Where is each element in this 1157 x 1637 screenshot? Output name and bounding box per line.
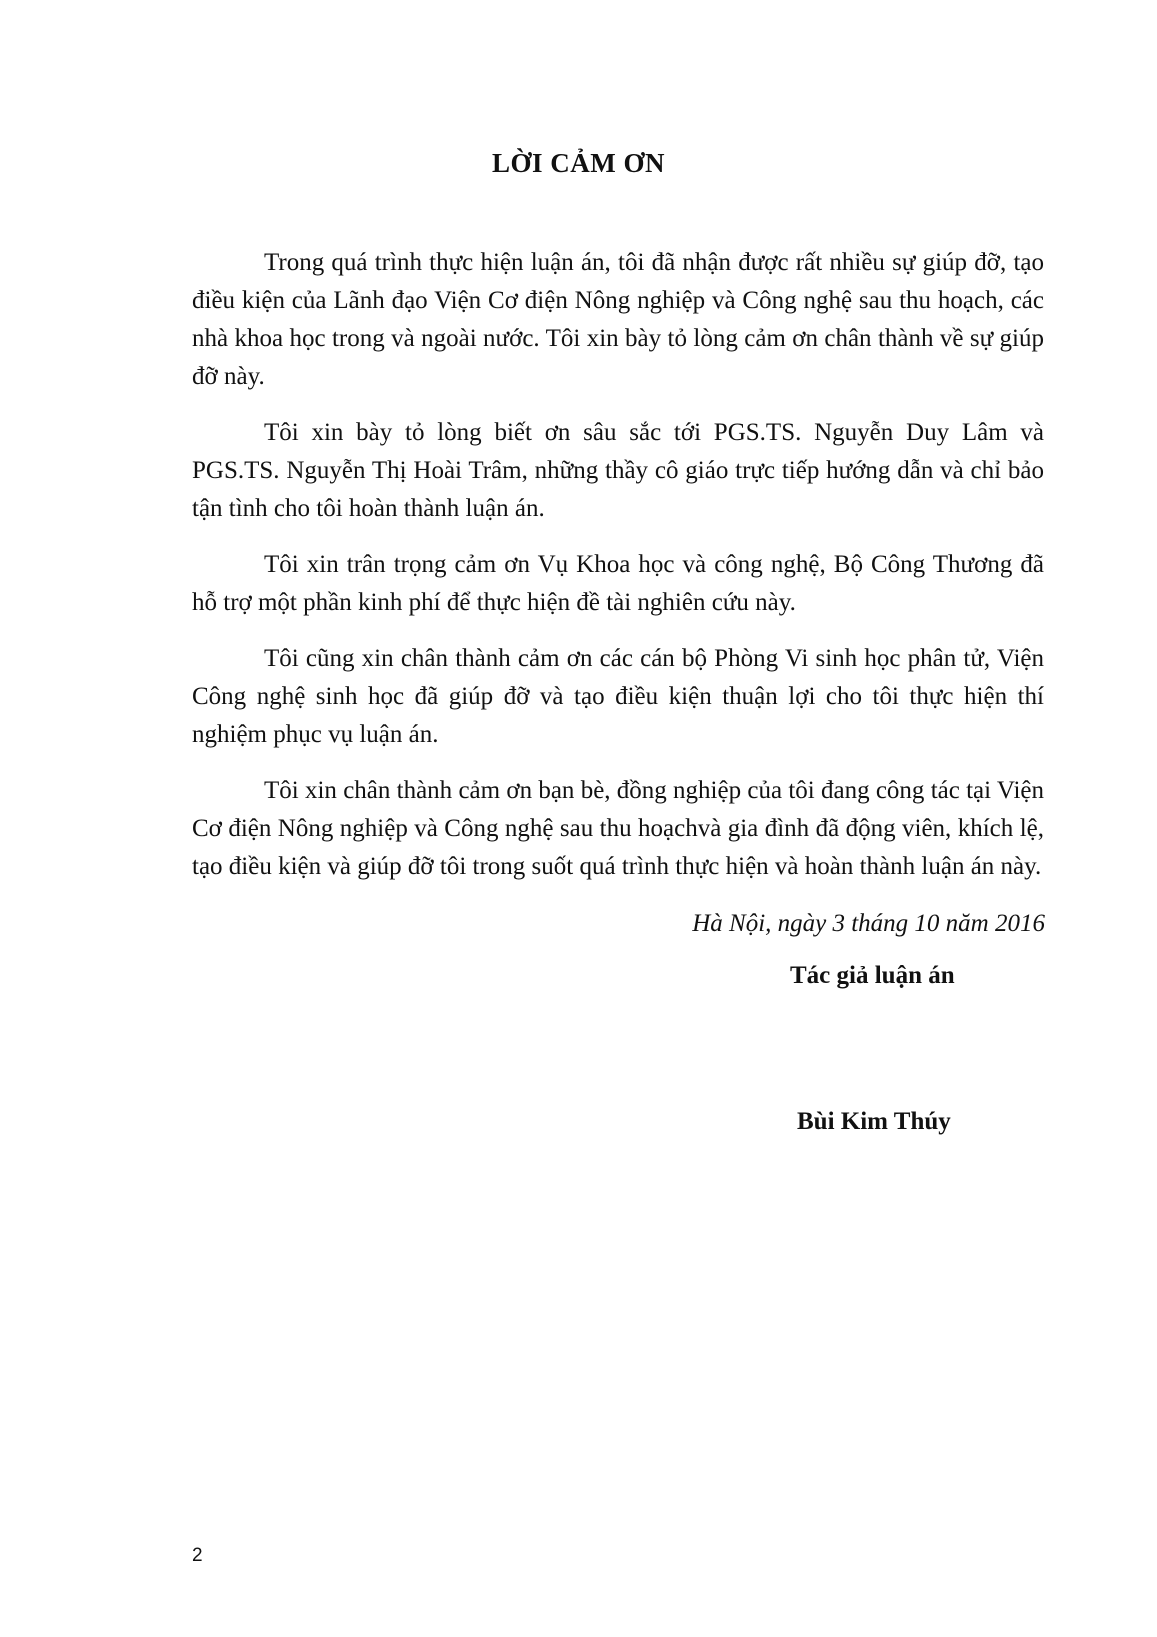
paragraph-2: Tôi xin bày tỏ lòng biết ơn sâu sắc tới PGS.TS. Nguyễn Duy Lâm và PGS.TS. Nguyễn Thị Hoài Trâm, những thầy cô giáo trực tiếp hướng dẫn và chỉ bảo tận tình cho tôi hoàn thành luận án. (192, 419, 1044, 522)
paragraph-4: Tôi cũng xin chân thành cảm ơn các cán bộ Phòng Vi sinh học phân tử, Viện Công nghệ sinh học đã giúp đỡ và tạo điều kiện thuận lợi cho tôi thực hiện thí nghiệm phục vụ luận án. (192, 645, 1044, 748)
page-number: 2 (192, 1545, 203, 1566)
date-line: Hà Nội, ngày 3 tháng 10 năm 2016 (692, 910, 1045, 937)
page-title: LỜI CẢM ƠN (492, 148, 665, 178)
author-title: Tác giả luận án (790, 962, 955, 989)
author-name: Bùi Kim Thúy (797, 1108, 951, 1135)
paragraph-1: Trong quá trình thực hiện luận án, tôi đã nhận được rất nhiều sự giúp đỡ, tạo điều kiện của Lãnh đạo Viện Cơ điện Nông nghiệp và Công nghệ sau thu hoạch, các nhà khoa học trong và ngoài nước. Tôi xin bày tỏ lòng cảm ơn chân thành về sự giúp đỡ này. (192, 249, 1044, 390)
acknowledgement-body (192, 244, 1044, 904)
paragraph-3: Tôi xin trân trọng cảm ơn Vụ Khoa học và công nghệ, Bộ Công Thương đã hỗ trợ một phần kinh phí để thực hiện đề tài nghiên cứu này. (192, 551, 1044, 616)
paragraph-5: Tôi xin chân thành cảm ơn bạn bè, đồng nghiệp của tôi đang công tác tại Viện Cơ điện Nông nghiệp và Công nghệ sau thu hoạchvà gia đình đã động viên, khích lệ, tạo điều kiện và giúp đỡ tôi trong suốt quá trình thực hiện và hoàn thành luận án này. (192, 777, 1044, 880)
